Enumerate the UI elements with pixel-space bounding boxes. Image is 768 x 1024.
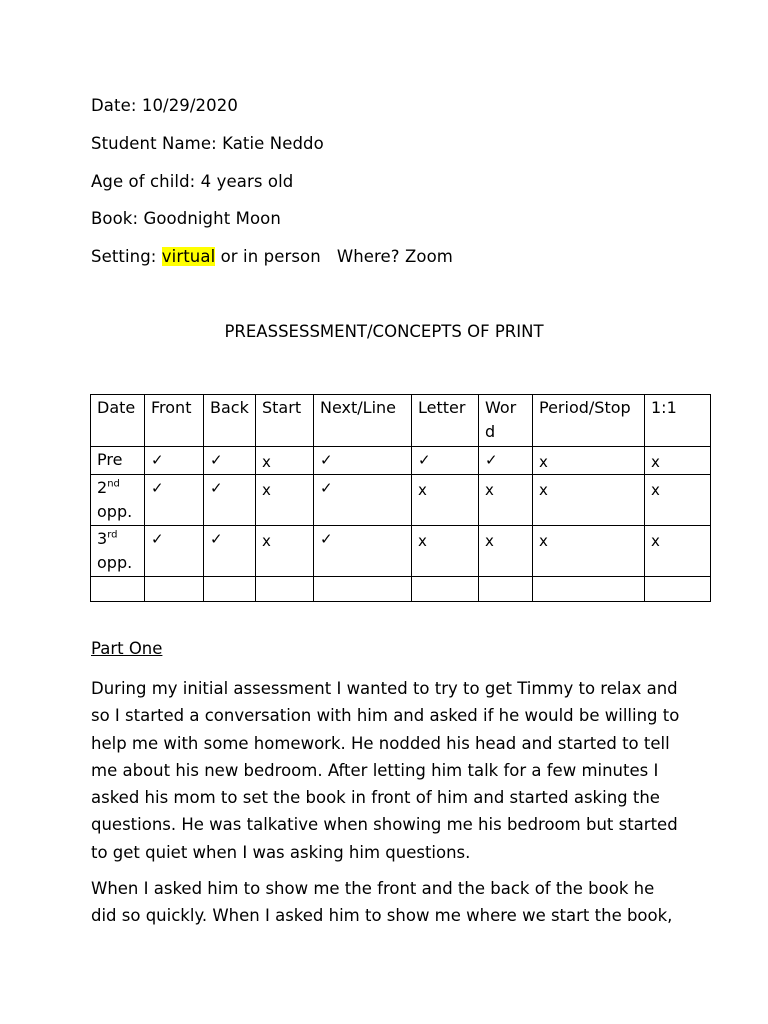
header-cell: Start <box>256 395 314 447</box>
table-cell: ✓ <box>314 526 412 577</box>
row-label: 2nd opp. <box>91 475 145 526</box>
setting-highlight: virtual <box>161 247 216 266</box>
setting-label: Setting: <box>91 247 162 266</box>
table-cell: ✓ <box>479 447 533 475</box>
table-row <box>91 475 711 526</box>
part-one-heading: Part One <box>91 639 163 658</box>
table-row <box>91 526 711 577</box>
table-header-row <box>91 395 711 447</box>
header-cell: Next/Line <box>314 395 412 447</box>
table-cell: ✓ <box>145 447 204 475</box>
student-name-line: Student Name: Katie Neddo <box>91 134 324 153</box>
table-cell: ✓ <box>204 447 256 475</box>
header-cell: Period/Stop <box>533 395 645 447</box>
table-empty-row <box>91 577 711 602</box>
table-cell: ✓ <box>204 475 256 526</box>
header-cell: Date <box>91 395 145 447</box>
table-cell: x <box>533 526 645 577</box>
table-cell: x <box>645 447 711 475</box>
book-line: Book: Goodnight Moon <box>91 209 281 228</box>
header-cell: Letter <box>412 395 479 447</box>
header-cell: Word <box>479 395 533 447</box>
table-cell: x <box>479 475 533 526</box>
setting-rest: or in person Where? Zoom <box>215 247 453 266</box>
table-cell: x <box>533 475 645 526</box>
table-cell: x <box>645 526 711 577</box>
table-cell: x <box>645 475 711 526</box>
table-cell: ✓ <box>204 526 256 577</box>
concepts-of-print-table <box>90 394 711 602</box>
header-cell: Back <box>204 395 256 447</box>
section-title: PREASSESSMENT/CONCEPTS OF PRINT <box>224 322 544 341</box>
table-cell: x <box>256 526 314 577</box>
table-cell: ✓ <box>314 475 412 526</box>
table-cell: x <box>256 447 314 475</box>
row-label: Pre <box>91 447 145 475</box>
date-line: Date: 10/29/2020 <box>91 96 238 115</box>
header-cell: Front <box>145 395 204 447</box>
paragraph-one: During my initial assessment I wanted to try to get Timmy to relax and so I started a conversation with him and asked if he would be willing to help me with some homework. He nodded his head and started to tell me about his new bedroom. After letting him talk for a few minutes I asked his mom to set the book in front of him and started asking the questions. He was talkative when showing me his bedroom but started to get quiet when I was asking him questions. <box>91 679 680 862</box>
table-cell: x <box>533 447 645 475</box>
table-cell: x <box>479 526 533 577</box>
table-cell: ✓ <box>145 475 204 526</box>
paragraph-two: When I asked him to show me the front and the back of the book he did so quickly. When I asked him to show me where we start the book, <box>91 879 673 926</box>
table-row <box>91 447 711 475</box>
row-label: 3rd opp. <box>91 526 145 577</box>
table-cell: ✓ <box>412 447 479 475</box>
header-cell: 1:1 <box>645 395 711 447</box>
age-line: Age of child: 4 years old <box>91 172 294 191</box>
table-cell: ✓ <box>145 526 204 577</box>
table-cell: ✓ <box>314 447 412 475</box>
table-cell: x <box>412 475 479 526</box>
setting-line <box>91 247 453 266</box>
table-cell: x <box>256 475 314 526</box>
table-cell: x <box>412 526 479 577</box>
